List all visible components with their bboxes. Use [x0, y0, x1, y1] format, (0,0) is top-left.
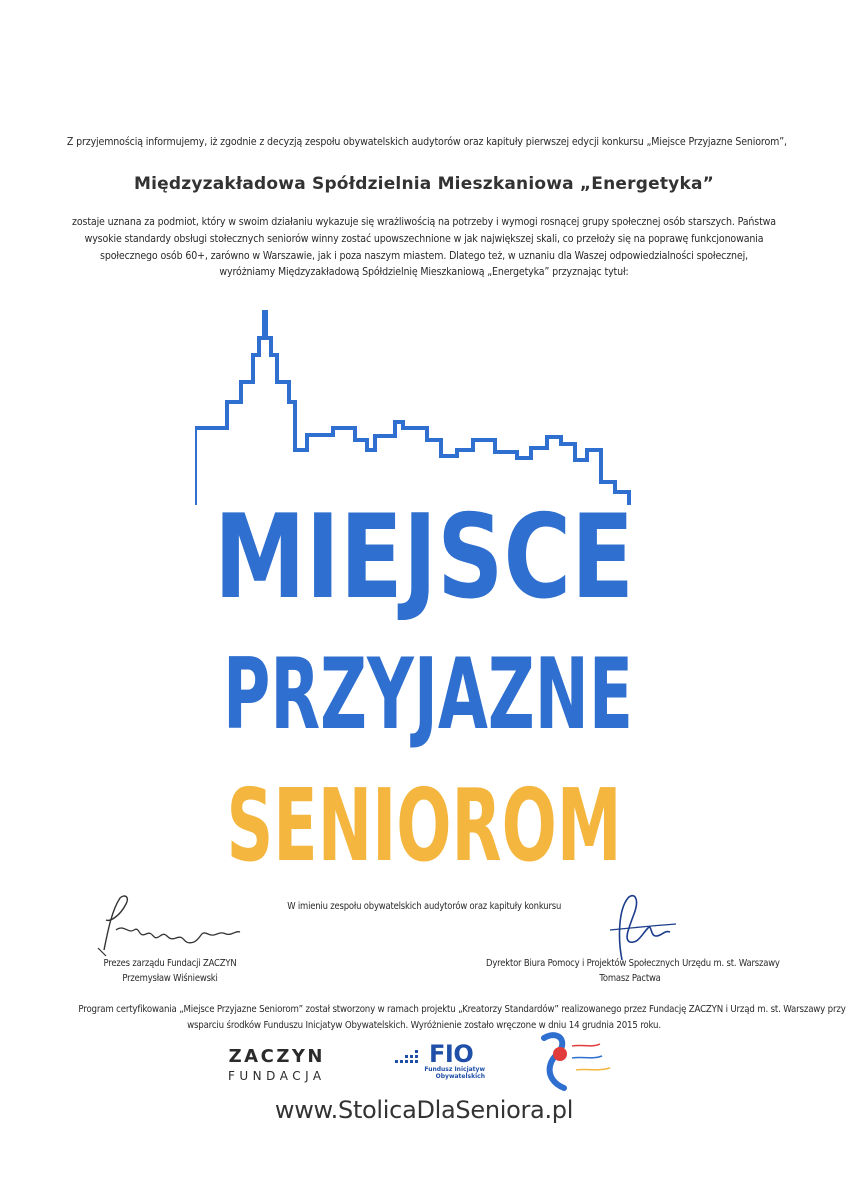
award-title-line2: PRZYJAZNE	[223, 638, 633, 752]
signer-right-role: Dyrektor Biura Pomocy i Projektów Społecznych Urzędu m. st. Warszawy	[486, 958, 780, 969]
program-note	[40, 1002, 846, 1033]
body-line: wysokie standardy obsługi stołecznych seniorów winny zostać upowszechnione w jak największej skali, co przełoży się na poprawę funkcjonowania	[84, 233, 764, 245]
fio-logo-sub2: Obywatelskich	[435, 1073, 485, 1080]
body-line: wyróżniamy Międzyzakładową Spółdzielnię Mieszkaniową „Energetyka” przyznając tytuł:	[219, 267, 629, 279]
zaangazuj-sie-logo-icon	[530, 1032, 620, 1092]
award-justification	[40, 215, 808, 282]
signer-left	[60, 956, 280, 986]
signer-right-name: Tomasz Pactwa	[599, 973, 661, 984]
zaczyn-logo-top: ZACZYN	[228, 1046, 325, 1067]
fio-logo	[393, 1042, 485, 1080]
on-behalf-text: W imieniu zespołu obywatelskich audytorów oraz kapituły konkursu	[287, 901, 561, 912]
fio-logo-sub1: Fundusz Inicjatyw	[424, 1066, 485, 1073]
zaczyn-logo	[228, 1046, 326, 1083]
body-line: zostaje uznana za podmiot, który w swoim działaniu wykazuje się wrażliwością na potrzeby i wymogi rosnącej grupy społecznej osób starszych. Państwa	[72, 217, 776, 228]
body-line: społecznego osób 60+, zarówno w Warszawie, jak i poza naszym miastem. Dlatego też, w uznaniu dla Waszej odpowiedzialności społecznej,	[100, 250, 748, 262]
fio-logo-top: FIO	[429, 1040, 474, 1068]
zaczyn-logo-bottom: FUNDACJA	[228, 1069, 326, 1083]
signer-left-role: Prezes zarządu Fundacji ZACZYN	[103, 958, 237, 969]
fio-dots-icon	[393, 1046, 423, 1066]
signer-right	[470, 956, 790, 986]
award-title-line1: MIEJSCE	[214, 490, 634, 625]
program-note-line: Program certyfikowania „Miejsce Przyjazne Seniorom” został stworzony w ramach projektu „Kreatorzy Standardów” realizowanego przez Fundację ZACZYN i Urząd m. st. Warszawy przy	[78, 1004, 846, 1015]
intro-text: Z przyjemnością informujemy, iż zgodnie z decyzją zespołu obywatelskich audytorów oraz kapituły pierwszej edycji konkursu „Miejsce Przyjazne Seniorom”,	[66, 137, 787, 148]
signer-left-name: Przemysław Wiśniewski	[122, 973, 218, 984]
signature-left-icon	[90, 890, 260, 960]
website-url: www.StolicaDlaSeniora.pl	[274, 1096, 574, 1124]
award-title	[0, 480, 848, 880]
organization-name: Międzyzakładowa Spółdzielnia Mieszkaniowa „Energetyka”	[133, 174, 714, 194]
program-note-line: wsparciu środków Funduszu Inicjatyw Obywatelskich. Wyróżnienie zostało wręczone w dniu 14 grudnia 2015 roku.	[187, 1019, 661, 1031]
award-title-line3: SENIOROM	[226, 767, 622, 880]
